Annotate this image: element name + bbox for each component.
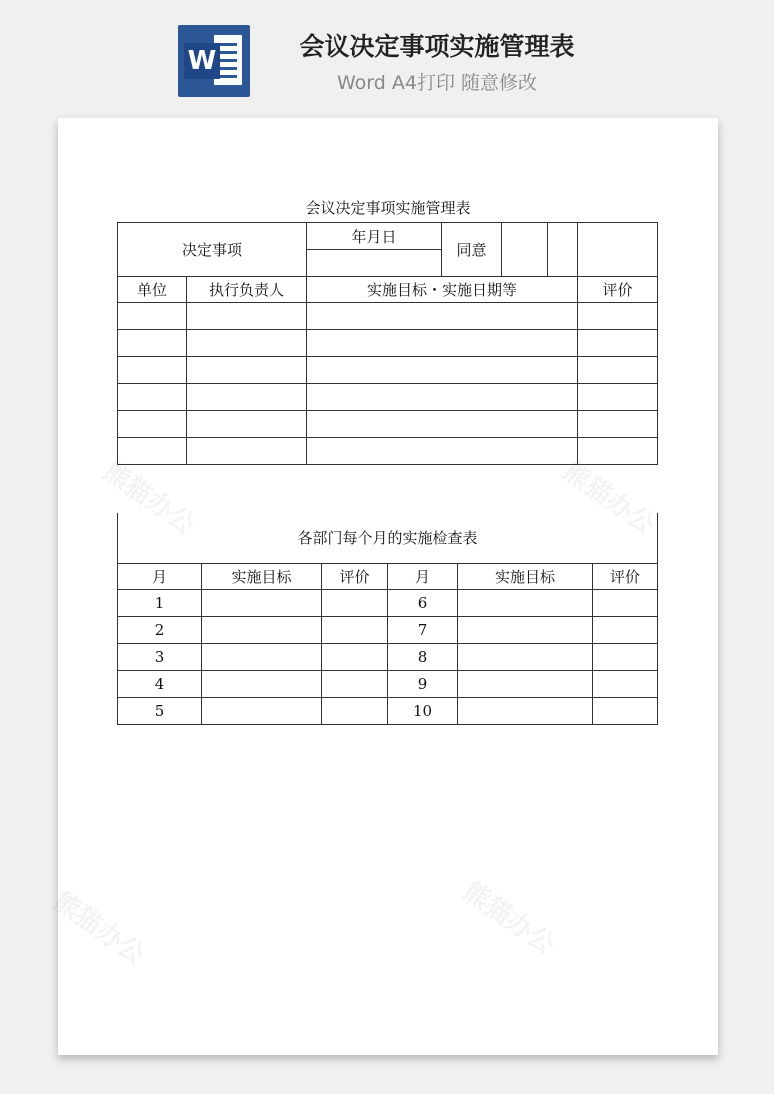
signature-cell[interactable] <box>578 223 658 277</box>
table-row <box>118 589 658 616</box>
table-row <box>118 438 658 465</box>
target-cell[interactable] <box>202 589 322 616</box>
unit-cell[interactable] <box>118 384 187 411</box>
target-cell[interactable] <box>307 384 578 411</box>
word-logo-icon <box>178 25 250 97</box>
agree-label-cell: 同意 <box>442 223 502 277</box>
evaluation-cell[interactable] <box>322 670 388 697</box>
person-cell[interactable] <box>187 438 307 465</box>
header-evaluation: 评价 <box>578 277 658 303</box>
unit-cell[interactable] <box>118 411 187 438</box>
word-letter: W <box>184 43 220 79</box>
target-cell[interactable] <box>307 411 578 438</box>
target-cell[interactable] <box>307 303 578 330</box>
decision-table <box>117 222 658 465</box>
evaluation-cell[interactable] <box>322 589 388 616</box>
evaluation-cell[interactable] <box>593 643 658 670</box>
signature-cell[interactable] <box>502 223 548 277</box>
header-evaluation-left: 评价 <box>322 563 388 589</box>
person-cell[interactable] <box>187 384 307 411</box>
header-target-right: 实施目标 <box>458 563 593 589</box>
signature-cell[interactable] <box>548 223 578 277</box>
date-label-cell: 年月日 <box>307 223 442 250</box>
evaluation-cell[interactable] <box>322 643 388 670</box>
evaluation-cell[interactable] <box>578 303 658 330</box>
evaluation-cell[interactable] <box>578 411 658 438</box>
header-target-and-date: 实施目标・实施日期等 <box>307 277 578 303</box>
section-title: 各部门每个月的实施检查表 <box>118 513 658 563</box>
month-cell: 6 <box>388 589 458 616</box>
document-page <box>47 118 718 1055</box>
target-cell[interactable] <box>202 670 322 697</box>
page-title: 会议决定事项实施管理表 <box>299 32 575 61</box>
person-cell[interactable] <box>187 303 307 330</box>
header-unit: 单位 <box>118 277 187 303</box>
page-subtitle: Word A4打印 随意修改 <box>336 72 537 94</box>
header-month-left: 月 <box>118 563 202 589</box>
evaluation-cell[interactable] <box>593 670 658 697</box>
table-row <box>118 643 658 670</box>
target-cell[interactable] <box>458 643 593 670</box>
watermark: 熊猫办公 <box>97 456 200 541</box>
watermark: 熊猫办公 <box>557 456 660 541</box>
evaluation-cell[interactable] <box>578 384 658 411</box>
table-row <box>118 357 658 384</box>
unit-cell[interactable] <box>118 357 187 384</box>
header-target-left: 实施目标 <box>202 563 322 589</box>
evaluation-cell[interactable] <box>578 357 658 384</box>
unit-cell[interactable] <box>118 303 187 330</box>
document-title: 会议决定事项实施管理表 <box>305 199 471 217</box>
evaluation-cell[interactable] <box>322 616 388 643</box>
unit-cell[interactable] <box>118 438 187 465</box>
header-month-right: 月 <box>388 563 458 589</box>
month-cell: 10 <box>388 697 458 724</box>
date-value-cell[interactable] <box>307 250 442 277</box>
month-cell: 1 <box>118 589 202 616</box>
person-cell[interactable] <box>187 411 307 438</box>
evaluation-cell[interactable] <box>593 616 658 643</box>
target-cell[interactable] <box>202 697 322 724</box>
evaluation-cell[interactable] <box>578 438 658 465</box>
evaluation-cell[interactable] <box>578 330 658 357</box>
target-cell[interactable] <box>307 330 578 357</box>
person-cell[interactable] <box>187 357 307 384</box>
target-cell[interactable] <box>202 643 322 670</box>
table-row <box>118 670 658 697</box>
watermark: 熊猫办公 <box>457 876 560 961</box>
month-cell: 5 <box>118 697 202 724</box>
decision-label-cell: 决定事项 <box>118 223 307 277</box>
table-row <box>118 330 658 357</box>
table-row <box>118 384 658 411</box>
watermark: 熊猫办公 <box>47 886 150 971</box>
header-person-in-charge: 执行负责人 <box>187 277 307 303</box>
table-row <box>118 411 658 438</box>
table-row <box>118 616 658 643</box>
evaluation-cell[interactable] <box>593 697 658 724</box>
person-cell[interactable] <box>187 330 307 357</box>
target-cell[interactable] <box>458 616 593 643</box>
evaluation-cell[interactable] <box>593 589 658 616</box>
template-header <box>0 0 774 118</box>
month-cell: 2 <box>118 616 202 643</box>
month-cell: 7 <box>388 616 458 643</box>
target-cell[interactable] <box>458 589 593 616</box>
table-row <box>118 697 658 724</box>
month-cell: 3 <box>118 643 202 670</box>
month-cell: 9 <box>388 670 458 697</box>
month-cell: 8 <box>388 643 458 670</box>
monthly-check-table <box>117 513 658 725</box>
target-cell[interactable] <box>458 697 593 724</box>
target-cell[interactable] <box>202 616 322 643</box>
target-cell[interactable] <box>458 670 593 697</box>
evaluation-cell[interactable] <box>322 697 388 724</box>
unit-cell[interactable] <box>118 330 187 357</box>
target-cell[interactable] <box>307 438 578 465</box>
target-cell[interactable] <box>307 357 578 384</box>
month-cell: 4 <box>118 670 202 697</box>
header-evaluation-right: 评价 <box>593 563 658 589</box>
table-row <box>118 303 658 330</box>
